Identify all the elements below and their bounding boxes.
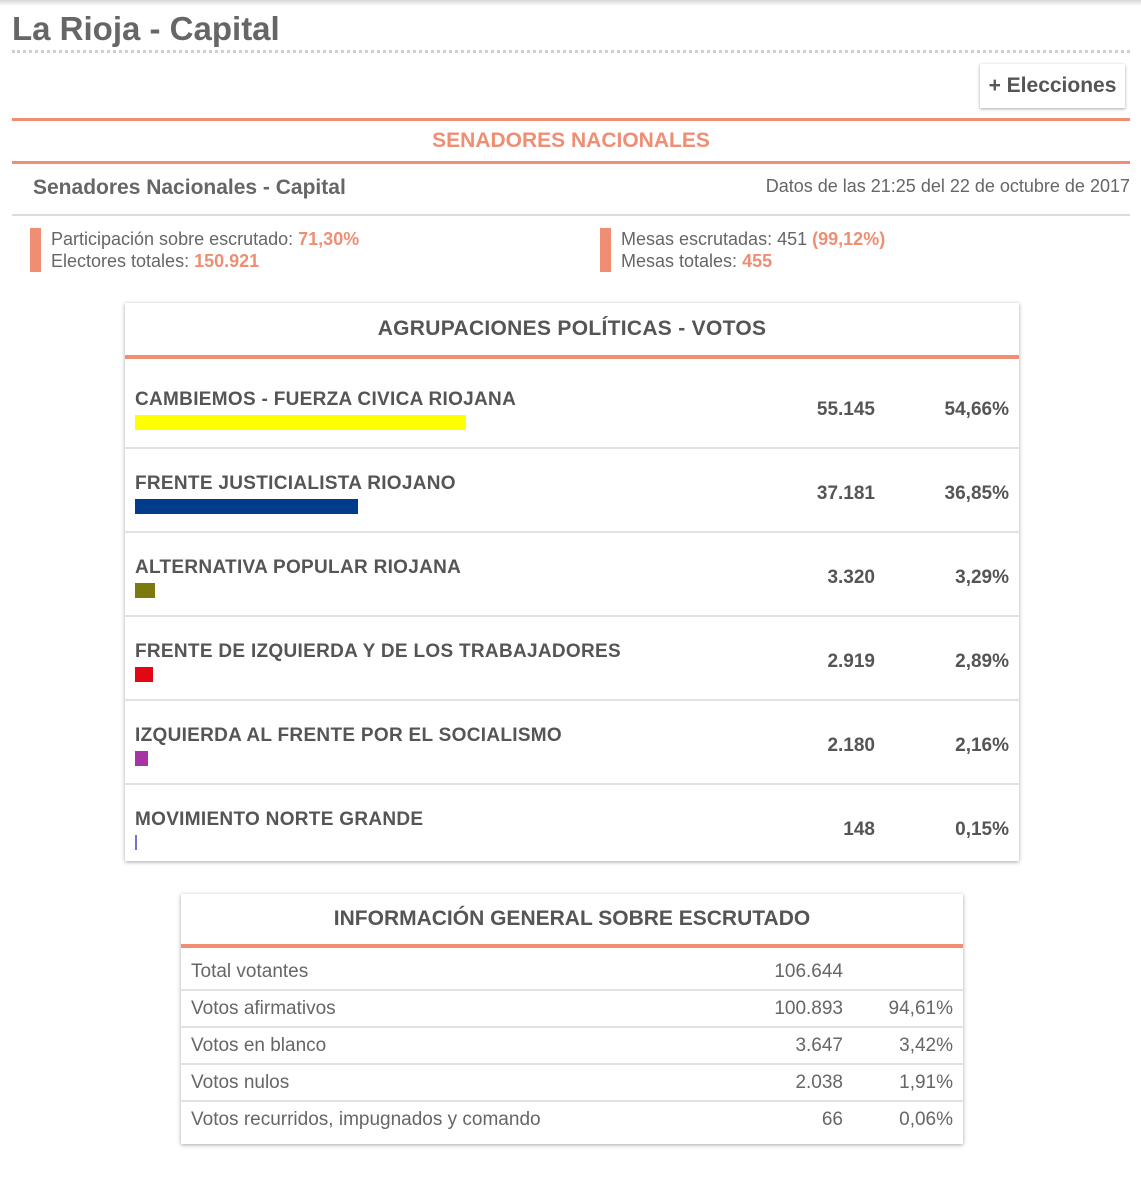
tables-counted-label: Mesas escrutadas:: [621, 229, 773, 249]
info-value: 2.038: [683, 1064, 853, 1101]
participation-value: 71,30%: [298, 229, 360, 249]
sub-title: Senadores Nacionales - Capital: [33, 176, 346, 199]
party-name: IZQUIERDA AL FRENTE POR EL SOCIALISMO: [135, 725, 563, 746]
party-votes: 3.320: [827, 567, 875, 588]
party-percentage: 2,16%: [955, 735, 1009, 756]
section-header: SENADORES NACIONALES: [12, 118, 1130, 164]
info-label: Votos en blanco: [181, 1027, 683, 1064]
party-vote-bar: [135, 835, 137, 850]
party-votes: 148: [843, 819, 875, 840]
participation-stats: [30, 228, 359, 272]
info-label: Votos recurridos, impugnados y comando: [191, 1108, 541, 1130]
tables-counted-line: [621, 228, 885, 250]
table-row: [181, 1027, 963, 1064]
info-value: 3.647: [683, 1027, 853, 1064]
info-label: Votos nulos: [181, 1064, 683, 1101]
party-name: FRENTE DE IZQUIERDA Y DE LOS TRABAJADORES: [135, 641, 621, 662]
tables-stats: [600, 228, 885, 272]
tables-total-value: 455: [742, 251, 773, 271]
general-info-table: [181, 954, 963, 1137]
party-row: [125, 617, 1019, 701]
party-vote-bar: [135, 751, 148, 766]
tables-counted-value: 451: [777, 229, 808, 249]
party-name: MOVIMIENTO NORTE GRANDE: [135, 809, 424, 830]
top-shadow: [0, 0, 1141, 6]
table-row: [181, 1101, 963, 1137]
tables-counted-pct: (99,12%): [812, 229, 886, 249]
party-votes: 55.145: [816, 399, 875, 420]
party-row: [125, 533, 1019, 617]
info-value: 100.893: [683, 990, 853, 1027]
sub-header: [12, 164, 1130, 216]
party-percentage: 54,66%: [944, 399, 1009, 420]
party-name: CAMBIEMOS - FUERZA CIVICA RIOJANA: [135, 389, 517, 410]
general-info-title: INFORMACIÓN GENERAL SOBRE ESCRUTADO: [181, 894, 963, 948]
electors-value: 150.921: [194, 251, 260, 271]
info-percentage: 3,42%: [853, 1027, 963, 1064]
results-title: AGRUPACIONES POLÍTICAS - VOTOS: [125, 303, 1019, 359]
title-divider: [12, 50, 1130, 53]
table-row: [181, 954, 963, 990]
party-percentage: 0,15%: [955, 819, 1009, 840]
info-label: Total votantes: [181, 954, 683, 990]
party-list: [125, 365, 1019, 867]
party-name: ALTERNATIVA POPULAR RIOJANA: [135, 557, 462, 578]
party-percentage: 36,85%: [944, 483, 1009, 504]
tables-total-label: Mesas totales:: [621, 251, 738, 271]
party-votes: 2.919: [827, 651, 875, 672]
info-percentage: 1,91%: [853, 1064, 963, 1101]
party-row: [125, 785, 1019, 867]
table-row: [181, 990, 963, 1027]
info-percentage: [853, 954, 963, 990]
info-percentage: 0,06%: [899, 1108, 953, 1130]
info-value: 106.644: [683, 954, 853, 990]
participation-line: [51, 228, 359, 250]
results-panel: [125, 303, 1019, 861]
party-vote-bar: [135, 583, 155, 598]
general-info-panel: [181, 894, 963, 1144]
electors-line: [51, 250, 359, 272]
info-value: 66: [821, 1108, 843, 1130]
table-row: [181, 1064, 963, 1101]
info-label: Votos afirmativos: [181, 990, 683, 1027]
party-vote-bar: [135, 667, 153, 682]
participation-label: Participación sobre escrutado:: [51, 229, 294, 249]
data-timestamp: Datos de las 21:25 del 22 de octubre de 2017: [765, 176, 1130, 196]
party-percentage: 3,29%: [955, 567, 1009, 588]
party-row: [125, 701, 1019, 785]
info-percentage: 94,61%: [853, 990, 963, 1027]
tables-total-line: [621, 250, 885, 272]
party-vote-bar: [135, 415, 466, 430]
electors-label: Electores totales:: [51, 251, 190, 271]
party-percentage: 2,89%: [955, 651, 1009, 672]
party-vote-bar: [135, 499, 358, 514]
party-row: [125, 449, 1019, 533]
elections-button[interactable]: + Elecciones: [980, 64, 1125, 108]
party-name: FRENTE JUSTICIALISTA RIOJANO: [135, 473, 456, 494]
party-votes: 37.181: [816, 483, 875, 504]
party-row: [125, 365, 1019, 449]
party-votes: 2.180: [827, 735, 875, 756]
page-title: La Rioja - Capital: [12, 10, 280, 47]
